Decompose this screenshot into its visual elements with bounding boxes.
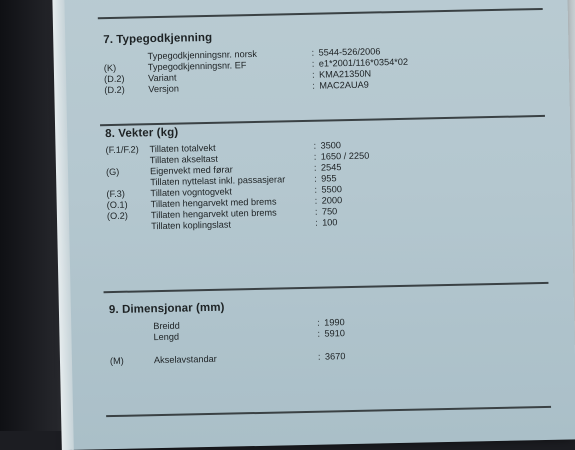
field-label: Typegodkjenningsnr. EF bbox=[147, 60, 247, 73]
section-divider bbox=[98, 8, 543, 19]
field-code bbox=[106, 177, 150, 178]
field-label: Akselavstandar bbox=[153, 353, 217, 366]
field-label: Variant bbox=[147, 72, 177, 84]
field-separator: : bbox=[313, 140, 317, 151]
field-label: Tillaten nyttelast inkl. passasjerar bbox=[150, 174, 286, 188]
field-code: (G) bbox=[105, 166, 120, 178]
field-code: (O.1) bbox=[106, 199, 128, 211]
field-value: 5500 bbox=[321, 184, 343, 195]
field-row bbox=[110, 347, 550, 367]
field-label: Tillaten hengarvekt uten brems bbox=[150, 207, 277, 221]
section-rows bbox=[105, 136, 547, 233]
field-value: 1990 bbox=[324, 317, 345, 328]
field-separator: : bbox=[317, 328, 321, 339]
field-label: Tillaten vogntogvekt bbox=[150, 186, 232, 199]
field-value: KMA21350N bbox=[318, 68, 372, 80]
document-page bbox=[62, 0, 575, 450]
field-code bbox=[104, 51, 148, 52]
field-code bbox=[106, 155, 150, 156]
field-separator: : bbox=[311, 47, 315, 58]
field-code bbox=[109, 332, 153, 333]
field-separator: : bbox=[317, 317, 320, 328]
field-label: Versjon bbox=[148, 83, 180, 95]
field-value: 3670 bbox=[324, 351, 346, 362]
section-divider bbox=[106, 406, 551, 417]
field-code bbox=[107, 221, 151, 222]
field-value: 955 bbox=[321, 173, 337, 184]
field-code bbox=[109, 321, 153, 322]
field-separator: : bbox=[314, 206, 318, 217]
field-label: Tillaten hengarvekt med brems bbox=[150, 196, 277, 210]
field-separator: : bbox=[317, 351, 321, 362]
field-separator: : bbox=[313, 162, 317, 173]
section-vekter bbox=[105, 119, 547, 233]
field-code: (D.2) bbox=[104, 84, 125, 96]
field-label: Typegodkjenningsnr. norsk bbox=[147, 48, 258, 62]
field-code: (F.1/F.2) bbox=[105, 144, 139, 156]
section-divider bbox=[104, 282, 549, 293]
field-label: Tillaten akseltast bbox=[149, 153, 218, 166]
field-separator: : bbox=[314, 173, 317, 184]
field-value: 5544-526/2006 bbox=[318, 46, 381, 58]
field-separator: : bbox=[315, 217, 318, 228]
field-separator: : bbox=[312, 80, 315, 91]
field-separator: : bbox=[314, 195, 318, 206]
field-value: 100 bbox=[322, 217, 338, 228]
section-typegodkjenning bbox=[103, 25, 544, 96]
field-code: (K) bbox=[103, 62, 117, 74]
section-rows bbox=[104, 43, 545, 96]
field-value: MAC2AUA9 bbox=[319, 79, 369, 91]
field-value: 750 bbox=[321, 206, 338, 217]
field-label: Tillaten totalvekt bbox=[149, 142, 216, 155]
field-label: Tillaten koplingslast bbox=[151, 219, 232, 232]
field-separator: : bbox=[311, 69, 315, 80]
section-rows bbox=[109, 313, 550, 367]
field-separator: : bbox=[313, 151, 317, 162]
field-value: 3500 bbox=[320, 140, 342, 151]
field-separator: : bbox=[314, 184, 318, 195]
section-title: 9. Dimensjonar (mm) bbox=[108, 301, 225, 317]
field-code: (D.2) bbox=[103, 73, 125, 85]
field-value: 2545 bbox=[320, 162, 342, 173]
field-code: (F.3) bbox=[106, 188, 125, 200]
field-label: Eigenvekt med førar bbox=[149, 164, 233, 177]
section-title: 8. Vekter (kg) bbox=[105, 126, 179, 141]
field-value: 2000 bbox=[321, 195, 343, 206]
field-value: e1*2001/116*0354*02 bbox=[318, 56, 409, 69]
field-value: 1650 / 2250 bbox=[320, 150, 370, 162]
field-label: Lengd bbox=[153, 331, 180, 343]
field-code: (M) bbox=[109, 355, 124, 367]
section-dimensjonar bbox=[109, 295, 550, 367]
field-label: Breidd bbox=[153, 320, 180, 332]
field-code: (O.2) bbox=[106, 210, 128, 222]
section-title: 7. Typegodkjenning bbox=[103, 31, 213, 47]
field-value: 5910 bbox=[324, 328, 346, 339]
field-separator: : bbox=[311, 58, 315, 69]
